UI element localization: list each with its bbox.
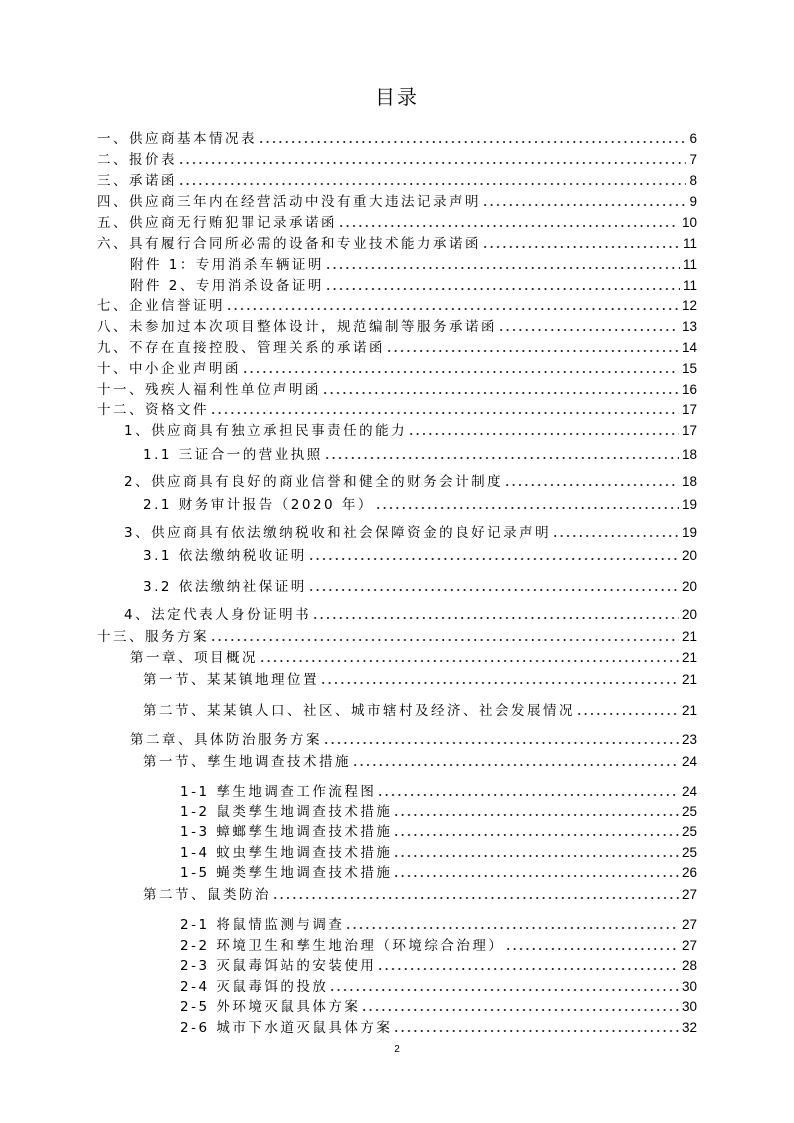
toc-entry-label: 3.1 依法缴纳税收证明 — [143, 548, 307, 564]
dot-leader — [552, 534, 679, 538]
toc-entry-page: 14 — [681, 340, 697, 355]
toc-entry[interactable] — [130, 277, 697, 295]
dot-leader — [258, 140, 686, 144]
toc-entry-label: 1-5 蝇类孳生地调查技术措施 — [180, 865, 393, 881]
toc-entry[interactable] — [124, 473, 697, 491]
toc-entry[interactable] — [143, 547, 697, 565]
toc-entry[interactable] — [143, 671, 697, 689]
toc-entry[interactable] — [180, 937, 697, 955]
toc-entry[interactable] — [97, 214, 697, 232]
dot-leader — [242, 370, 679, 374]
toc-entry[interactable] — [97, 318, 697, 336]
toc-entry-page: 20 — [681, 607, 697, 622]
toc-entry[interactable] — [97, 401, 697, 419]
dot-leader — [320, 681, 679, 685]
toc-entry[interactable] — [130, 256, 697, 274]
dot-leader — [272, 896, 679, 900]
toc-entry[interactable] — [130, 649, 697, 667]
dot-leader — [178, 161, 686, 165]
toc-entry[interactable] — [180, 864, 697, 882]
dot-leader — [324, 456, 679, 460]
toc-entry-page: 19 — [681, 525, 697, 540]
dot-leader — [482, 203, 686, 207]
toc-entry[interactable] — [97, 297, 697, 315]
toc-entry-page: 21 — [681, 703, 697, 718]
toc-entry-page: 16 — [681, 382, 697, 397]
dot-leader — [393, 813, 679, 817]
toc-entry-page: 11 — [682, 257, 697, 272]
toc-entry-label: 第二节、某某镇人口、社区、城市辖村及经济、社会发展情况 — [143, 703, 575, 719]
dot-leader — [393, 833, 679, 837]
toc-entry[interactable] — [97, 339, 697, 357]
toc-entry-label: 3.2 依法缴纳社保证明 — [143, 579, 307, 595]
toc-entry[interactable] — [97, 360, 697, 378]
dot-leader — [308, 557, 679, 561]
dot-leader — [576, 712, 679, 716]
toc-entry-label: 五、供应商无行贿犯罪记录承诺函 — [97, 215, 337, 231]
dot-leader — [259, 659, 679, 663]
toc-entry-page: 8 — [689, 173, 697, 188]
toc-entry[interactable] — [97, 381, 697, 399]
toc-entry-page: 19 — [681, 497, 697, 512]
toc-entry-page: 7 — [689, 152, 697, 167]
dot-leader — [505, 947, 679, 951]
toc-entry-page: 27 — [681, 938, 697, 953]
toc-entry-label: 第一节、某某镇地理位置 — [143, 672, 319, 688]
toc-entry-label: 1-4 蚊虫孳生地调查技术措施 — [180, 845, 393, 861]
toc-entry-label: 九、不存在直接控股、管理关系的承诺函 — [97, 340, 385, 356]
toc-entry-label: 2、供应商具有良好的商业信誉和健全的财务会计制度 — [124, 474, 504, 490]
toc-entry[interactable] — [143, 753, 697, 771]
dot-leader — [325, 287, 680, 291]
toc-entry-page: 20 — [681, 548, 697, 563]
toc-entry[interactable] — [143, 886, 697, 904]
toc-entry-page: 18 — [681, 474, 697, 489]
toc-entry-label: 1-1 孳生地调查工作流程图 — [180, 784, 377, 800]
toc-entry-label: 十一、残疾人福利性单位声明函 — [97, 382, 321, 398]
toc-entry-label: 第二节、鼠类防治 — [143, 887, 271, 903]
toc-entry[interactable] — [180, 783, 697, 801]
toc-entry-page: 17 — [681, 402, 697, 417]
toc-entry-page: 9 — [689, 194, 697, 209]
toc-entry-page: 12 — [681, 298, 697, 313]
toc-entry-page: 28 — [681, 958, 697, 973]
toc-entry-label: 1-3 蟑螂孳生地调查技术措施 — [180, 824, 393, 840]
toc-entry-label: 2-4 灭鼠毒饵的投放 — [180, 979, 329, 995]
toc-entry-page: 6 — [689, 131, 697, 146]
dot-leader — [308, 588, 679, 592]
toc-entry[interactable] — [124, 422, 697, 440]
dot-leader — [322, 391, 679, 395]
toc-entry-page: 24 — [681, 784, 697, 799]
toc-entry-label: 2-6 城市下水道灭鼠具体方案 — [180, 1020, 393, 1036]
toc-entry[interactable] — [180, 803, 697, 821]
toc-entry[interactable] — [97, 151, 697, 169]
toc-entry-label: 第一章、项目概况 — [130, 650, 258, 666]
toc-entry-label: 2-5 外环境灭鼠具体方案 — [180, 999, 361, 1015]
toc-entry-label: 4、法定代表人身份证明书 — [124, 607, 312, 623]
toc-entry[interactable] — [143, 578, 697, 596]
page-title: 目录 — [375, 85, 419, 109]
page-number: 2 — [394, 1044, 400, 1055]
toc-entry-label: 二、报价表 — [97, 152, 177, 168]
toc-entry[interactable] — [180, 1019, 697, 1037]
toc-entry[interactable] — [97, 193, 697, 211]
toc-entry-page: 25 — [681, 845, 697, 860]
toc-entry-label: 附件 1：专用消杀车辆证明 — [130, 257, 324, 273]
dot-leader — [361, 1008, 679, 1012]
toc-entry[interactable] — [180, 978, 697, 996]
dot-leader — [323, 741, 679, 745]
toc-entry-page: 21 — [681, 672, 697, 687]
toc-entry-page: 24 — [681, 754, 697, 769]
dot-leader — [377, 967, 679, 971]
dot-leader — [312, 616, 679, 620]
toc-entry-page: 15 — [681, 361, 697, 376]
toc-entry[interactable] — [97, 628, 697, 646]
toc-entry-label: 2-1 将鼠情监测与调查 — [180, 917, 345, 933]
toc-entry-page: 23 — [681, 732, 697, 747]
toc-entry[interactable] — [130, 731, 697, 749]
toc-entry[interactable] — [97, 172, 697, 190]
toc-entry-page: 30 — [681, 999, 697, 1014]
toc-entry-label: 一、供应商基本情况表 — [97, 131, 257, 147]
dot-leader — [226, 307, 679, 311]
toc-entry[interactable] — [143, 446, 697, 464]
toc-entry-label: 十二、资格文件 — [97, 402, 209, 418]
toc-entry-label: 十三、服务方案 — [97, 629, 209, 645]
toc-entry[interactable] — [143, 702, 697, 720]
toc-entry-label: 八、未参加过本次项目整体设计，规范编制等服务承诺函 — [97, 319, 497, 335]
toc-entry[interactable] — [180, 916, 697, 934]
dot-leader — [504, 483, 679, 487]
toc-entry-page: 13 — [681, 319, 697, 334]
dot-leader — [393, 1029, 679, 1033]
toc-entry-page: 20 — [681, 579, 697, 594]
toc-entry-page: 30 — [681, 979, 697, 994]
toc-entry[interactable] — [143, 496, 697, 514]
toc-entry-label: 1-2 鼠类孳生地调查技术措施 — [180, 804, 393, 820]
dot-leader — [377, 793, 679, 797]
dot-leader — [393, 854, 679, 858]
toc-entry-page: 21 — [681, 650, 697, 665]
toc-entry[interactable] — [97, 130, 697, 148]
toc-entry-page: 21 — [681, 629, 697, 644]
dot-leader — [393, 874, 679, 878]
dot-leader — [210, 638, 679, 642]
dot-leader — [329, 988, 679, 992]
toc-entry-page: 11 — [682, 236, 697, 251]
toc-entry-page: 27 — [681, 917, 697, 932]
toc-entry-label: 3、供应商具有依法缴纳税收和社会保障资金的良好记录声明 — [124, 525, 552, 541]
toc-entry-label: 四、供应商三年内在经营活动中没有重大违法记录声明 — [97, 194, 481, 210]
toc-entry-page: 10 — [681, 215, 697, 230]
dot-leader — [178, 182, 686, 186]
toc-entry-page: 27 — [681, 887, 697, 902]
toc-entry[interactable] — [180, 844, 697, 862]
toc-entry-page: 32 — [681, 1020, 697, 1035]
toc-entry-page: 25 — [681, 804, 697, 819]
toc-entry[interactable] — [180, 998, 697, 1016]
dot-leader — [498, 328, 679, 332]
toc-entry[interactable] — [97, 235, 697, 253]
toc-entry-page: 18 — [681, 447, 697, 462]
toc-entry[interactable] — [124, 524, 697, 542]
dot-leader — [375, 506, 679, 510]
toc-entry-label: 1.1 三证合一的营业执照 — [143, 447, 323, 463]
toc-entry-label: 2.1 财务审计报告（2020 年） — [143, 497, 374, 513]
dot-leader — [482, 245, 680, 249]
toc-entry-label: 附件 2、专用消杀设备证明 — [130, 278, 324, 294]
toc-entry-label: 六、具有履行合同所必需的设备和专业技术能力承诺函 — [97, 236, 481, 252]
dot-leader — [352, 763, 679, 767]
dot-leader — [408, 432, 679, 436]
dot-leader — [338, 224, 679, 228]
toc-entry-label: 2-2 环境卫生和孳生地治理（环境综合治理） — [180, 938, 505, 954]
toc-entry[interactable] — [180, 823, 697, 841]
toc-entry[interactable] — [180, 957, 697, 975]
toc-entry-label: 第二章、具体防治服务方案 — [130, 732, 322, 748]
dot-leader — [210, 411, 679, 415]
toc-entry-label: 第一节、孳生地调查技术措施 — [143, 754, 351, 770]
toc-entry-page: 26 — [681, 865, 697, 880]
dot-leader — [386, 349, 679, 353]
toc-entry-page: 25 — [681, 824, 697, 839]
dot-leader — [325, 266, 680, 270]
toc-entry-label: 2-3 灭鼠毒饵站的安装使用 — [180, 958, 377, 974]
toc-entry-page: 11 — [682, 278, 697, 293]
toc-entry-page: 17 — [681, 423, 697, 438]
toc-entry[interactable] — [124, 606, 697, 624]
toc-entry-label: 1、供应商具有独立承担民事责任的能力 — [124, 423, 408, 439]
toc-entry-label: 三、承诺函 — [97, 173, 177, 189]
toc-entry-label: 七、企业信誉证明 — [97, 298, 225, 314]
dot-leader — [345, 926, 679, 930]
toc-entry-label: 十、中小企业声明函 — [97, 361, 241, 377]
